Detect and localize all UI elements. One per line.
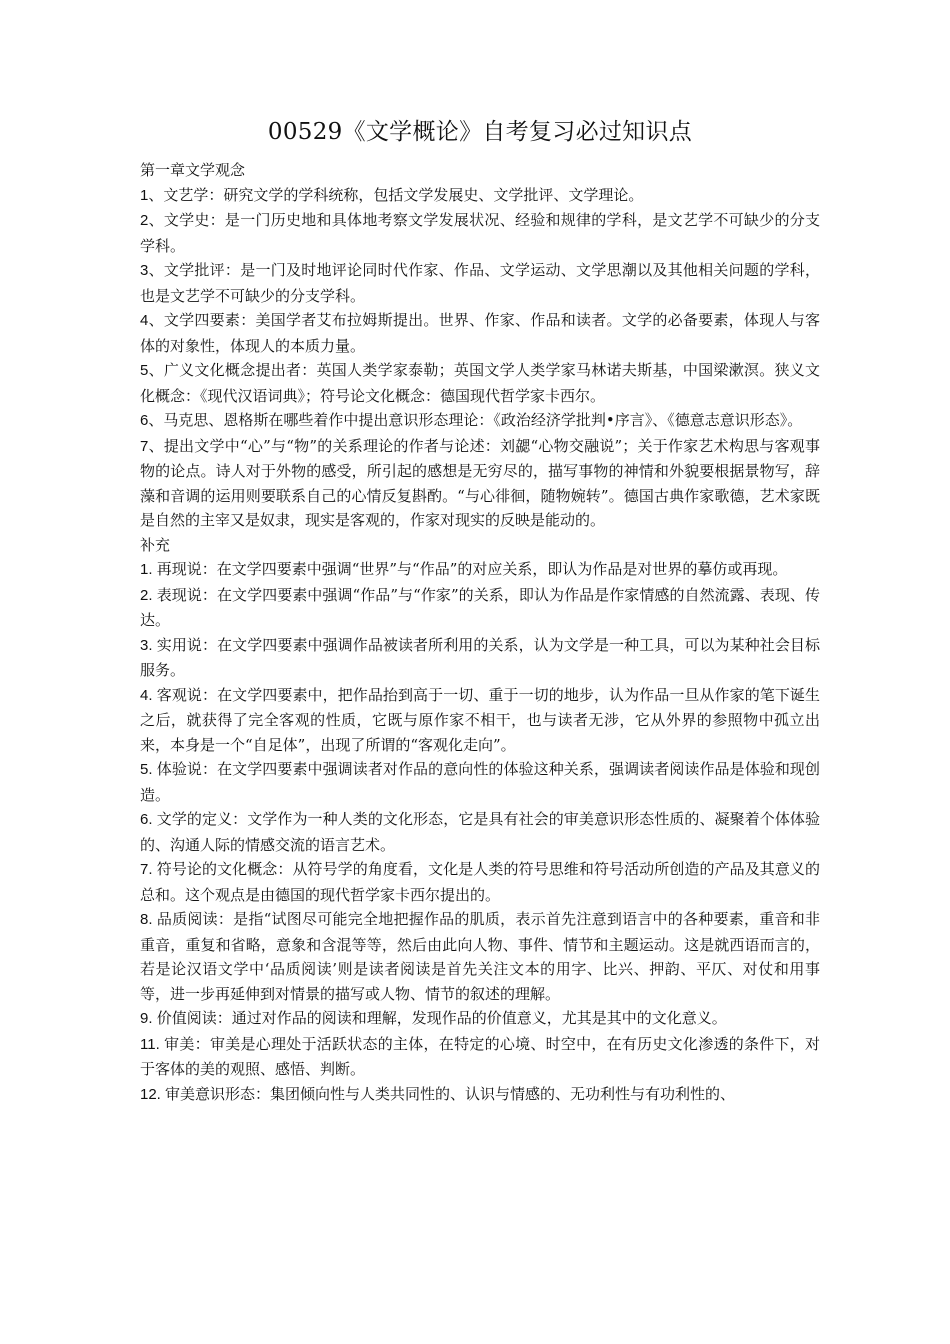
item-number: 2.: [140, 586, 157, 604]
item-number: 5、: [140, 362, 164, 379]
supplement-item: [140, 1082, 820, 1108]
item-text: 体验说：在文学四要素中强调读者对作品的意向性的体验这种关系，强调读者阅读作品是体验和现创造。: [140, 760, 820, 804]
item-number: 7.: [140, 861, 157, 878]
document-title: 00529《文学概论》自考复习必过知识点: [267, 119, 693, 145]
supplement-item: [140, 757, 820, 807]
supplement-item: [140, 857, 820, 907]
item-text: 符号论的文化概念：从符号学的角度看，文化是人类的符号思维和符号活动所创造的产品及其意义的总和。这个观点是由德国的现代哲学家卡西尔提出的。: [140, 860, 820, 904]
supplement-item: [140, 807, 820, 857]
item-text: 再现说：在文学四要素中强调“世界”与“作品”的对应关系，即认为作品是对世界的摹仿或再现。: [156, 560, 788, 578]
item-number: 7、: [140, 437, 164, 455]
item-number: 2、: [140, 212, 164, 229]
document-page: [140, 112, 820, 1107]
item-text: 文学批评：是一门及时地评论同时代作家、作品、文学运动、文学思潮以及其他相关问题的学科，也是文艺学不可缺少的分支学科。: [140, 261, 820, 305]
item-number: 12.: [140, 1085, 166, 1103]
item-text: 价值阅读：通过对作品的阅读和理解，发现作品的价值意义，尤其是其中的文化意义。: [156, 1009, 727, 1027]
item-text: 文学的定义：文学作为一种人类的文化形态，它是具有社会的审美意识形态性质的、凝聚着个体体验的、沟通人际的情感交流的语言艺术。: [140, 810, 820, 854]
item-number: 6、: [140, 412, 164, 429]
supplement-item: [140, 1006, 820, 1032]
item-number: 3.: [140, 636, 157, 654]
item-number: 4、: [140, 312, 164, 329]
item-number: 9.: [140, 1010, 157, 1027]
item-number: 6.: [140, 811, 157, 828]
item-text: 文艺学：研究文学的学科统称，包括文学发展史、文学批评、文学理论。: [163, 185, 644, 204]
item-number: 11.: [140, 1035, 165, 1053]
chapter-item: [140, 258, 820, 308]
item-number: 4.: [140, 686, 157, 704]
item-text: 审美：审美是心理处于活跃状态的主体，在特定的心境、时空中，在有历史文化渗透的条件下，对于客体的美的观照、感悟、判断。: [140, 1034, 820, 1078]
chapter-item: [140, 434, 820, 533]
supplement-item: [140, 557, 820, 583]
item-number: 8.: [140, 911, 157, 928]
chapter-item: [140, 183, 820, 209]
item-text: 品质阅读：是指“试图尽可能完全地把握作品的肌质，表示首先注意到语言中的各种要素，重音和非重音，重复和省略，意象和含混等等，然后由此向人物、事件、情节和主题运动。这是就西语而言的，若是论汉语文学中‘品质阅读’则是读者阅读是首先关注文本的用字、比兴、押韵、平仄、对仗和用事等，进一步再延伸到对情景的描写或人物、情节的叙述的理解。: [140, 910, 820, 1003]
item-text: 广义文化概念提出者：英国人类学家泰勒；英国文学人类学家马林诺夫斯基，中国梁漱溟。狭义文化概念：《现代汉语词典》；符号论文化概念：德国现代哲学家卡西尔。: [140, 361, 820, 405]
supplement-item-list: [140, 557, 820, 1107]
supplement-item: [140, 583, 820, 633]
chapter-item-list: [140, 183, 820, 533]
chapter-heading: 第一章文学观念: [140, 161, 246, 179]
chapter-item: [140, 208, 820, 258]
item-text: 表现说：在文学四要素中强调“作品”与“作家”的关系，即认为作品是作家情感的自然流露、表现、传达。: [140, 585, 820, 629]
chapter-item: [140, 308, 820, 358]
item-number: 1.: [140, 561, 157, 578]
item-text: 实用说：在文学四要素中强调作品被读者所利用的关系，认为文学是一种工具，可以为某种社会目标服务。: [140, 635, 820, 679]
item-text: 客观说：在文学四要素中，把作品抬到高于一切、重于一切的地步，认为作品一旦从作家的笔下诞生之后，就获得了完全客观的性质，它既与原作家不相干，也与读者无涉，它从外界的参照物中孤立出来，本身是一个“自足体”，出现了所谓的“客观化走向”。: [140, 685, 820, 754]
supplement-item: [140, 907, 820, 1006]
item-text: 提出文学中“心”与“物”的关系理论的作者与论述：刘勰“心物交融说”；关于作家艺术构思与客观事物的论点。诗人对于外物的感受，所引起的感想是无穷尽的，描写事物的神情和外貌要根据景物写，辞藻和音调的运用则要联系自己的心情反复斟酌。“与心徘徊，随物婉转”。德国古典作家歌德，艺术家既是自然的主宰又是奴隶，现实是客观的，作家对现实的反映是能动的。: [140, 436, 821, 529]
item-text: 马克思、恩格斯在哪些着作中提出意识形态理论：《政治经济学批判•序言》、《德意志意识形态》。: [163, 411, 803, 429]
item-text: 审美意识形态：集团倾向性与人类共同性的、认识与情感的、无功利性与有功利性的、: [165, 1084, 736, 1103]
chapter-item: [140, 408, 820, 434]
item-number: 3、: [140, 262, 164, 279]
supplement-item: [140, 1032, 820, 1082]
supplement-item: [140, 633, 820, 683]
item-number: 5.: [140, 761, 157, 778]
item-text: 文学史：是一门历史地和具体地考察文学发展状况、经验和规律的学科，是文艺学不可缺少的分支学科。: [140, 211, 820, 255]
supplement-heading: 补充: [140, 535, 171, 554]
supplement-item: [140, 683, 820, 758]
chapter-item: [140, 358, 820, 408]
item-text: 文学四要素：美国学者艾布拉姆斯提出。世界、作家、作品和读者。文学的必备要素，体现人与客体的对象性，体现人的本质力量。: [140, 311, 820, 355]
item-number: 1、: [140, 186, 164, 204]
